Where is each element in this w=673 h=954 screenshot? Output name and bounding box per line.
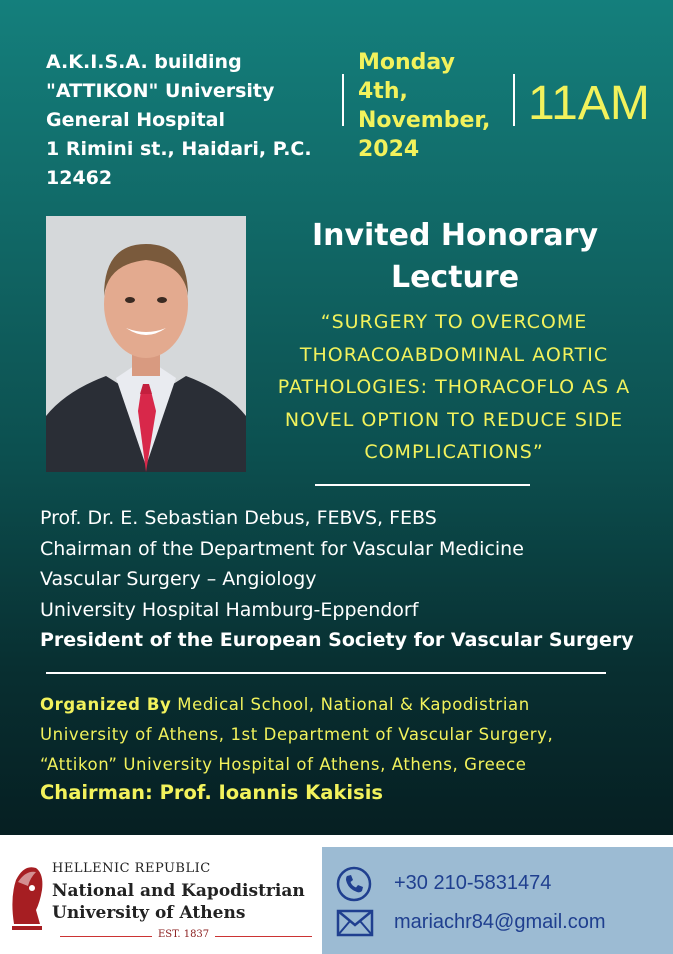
speaker-role: President of the European Society for Vascular Surgery bbox=[40, 629, 634, 651]
speaker-role: Vascular Surgery – Angiology bbox=[40, 568, 317, 590]
athena-logo-icon bbox=[6, 858, 46, 934]
republic-label: HELLENIC REPUBLIC bbox=[52, 861, 211, 876]
phone-icon bbox=[336, 866, 372, 902]
divider bbox=[46, 672, 606, 674]
speaker-role: Chairman of the Department for Vascular Medicine bbox=[40, 537, 524, 560]
organizer-line: University of Athens, 1st Department of Vascular Surgery, bbox=[40, 725, 554, 744]
speaker-photo bbox=[46, 216, 246, 472]
email-address[interactable]: mariachr84@gmail.com bbox=[394, 911, 606, 933]
event-date bbox=[358, 48, 490, 164]
organizer-line: Medical School, National & Kapodistrian bbox=[177, 695, 530, 714]
divider bbox=[513, 74, 515, 126]
venue-line: 1 Rimini st., Haidari, P.C. bbox=[46, 138, 312, 160]
organizer-label: Organized By bbox=[40, 695, 172, 714]
phone-number[interactable]: +30 210-5831474 bbox=[394, 872, 552, 894]
chairman: Chairman: Prof. Ioannis Kakisis bbox=[40, 781, 383, 804]
organizer-info bbox=[40, 690, 553, 780]
lecture-title: “SURGERY TO OVERCOME THORACOABDOMINAL AORTIC PATHOLOGIES: THORACOFLO AS A NOVEL OPTION TO REDUCE SIDE COMPLICATIONS” bbox=[277, 311, 631, 463]
event-time: 11AM bbox=[528, 77, 650, 130]
email-icon bbox=[336, 909, 374, 937]
speaker-info bbox=[40, 503, 634, 656]
university-name-line: National and Kapodistrian bbox=[52, 881, 305, 901]
date-line: 4th, bbox=[358, 79, 408, 104]
date-line: Monday bbox=[358, 50, 455, 75]
contact-box bbox=[322, 847, 673, 954]
venue-line: General Hospital bbox=[46, 109, 226, 131]
venue-line: "ATTIKON" University bbox=[46, 80, 275, 102]
established-label: EST. 1837 bbox=[152, 929, 215, 940]
date-line: 2024 bbox=[358, 137, 420, 162]
lecture-heading: Invited Honorary Lecture bbox=[311, 218, 599, 295]
organizer-line: “Attikon” University Hospital of Athens, Athens, Greece bbox=[40, 755, 527, 774]
speaker-role: University Hospital Hamburg-Eppendorf bbox=[40, 598, 419, 621]
venue-line: A.K.I.S.A. building bbox=[46, 51, 242, 73]
divider bbox=[342, 74, 344, 126]
speaker-name: Prof. Dr. E. Sebastian Debus, FEBVS, FEBS bbox=[40, 507, 437, 529]
university-name-line: University of Athens bbox=[52, 903, 246, 923]
venue-line: 12462 bbox=[46, 167, 113, 189]
venue-address bbox=[46, 48, 312, 193]
university-name bbox=[52, 880, 305, 924]
date-line: November, bbox=[358, 108, 491, 133]
divider bbox=[315, 484, 530, 486]
